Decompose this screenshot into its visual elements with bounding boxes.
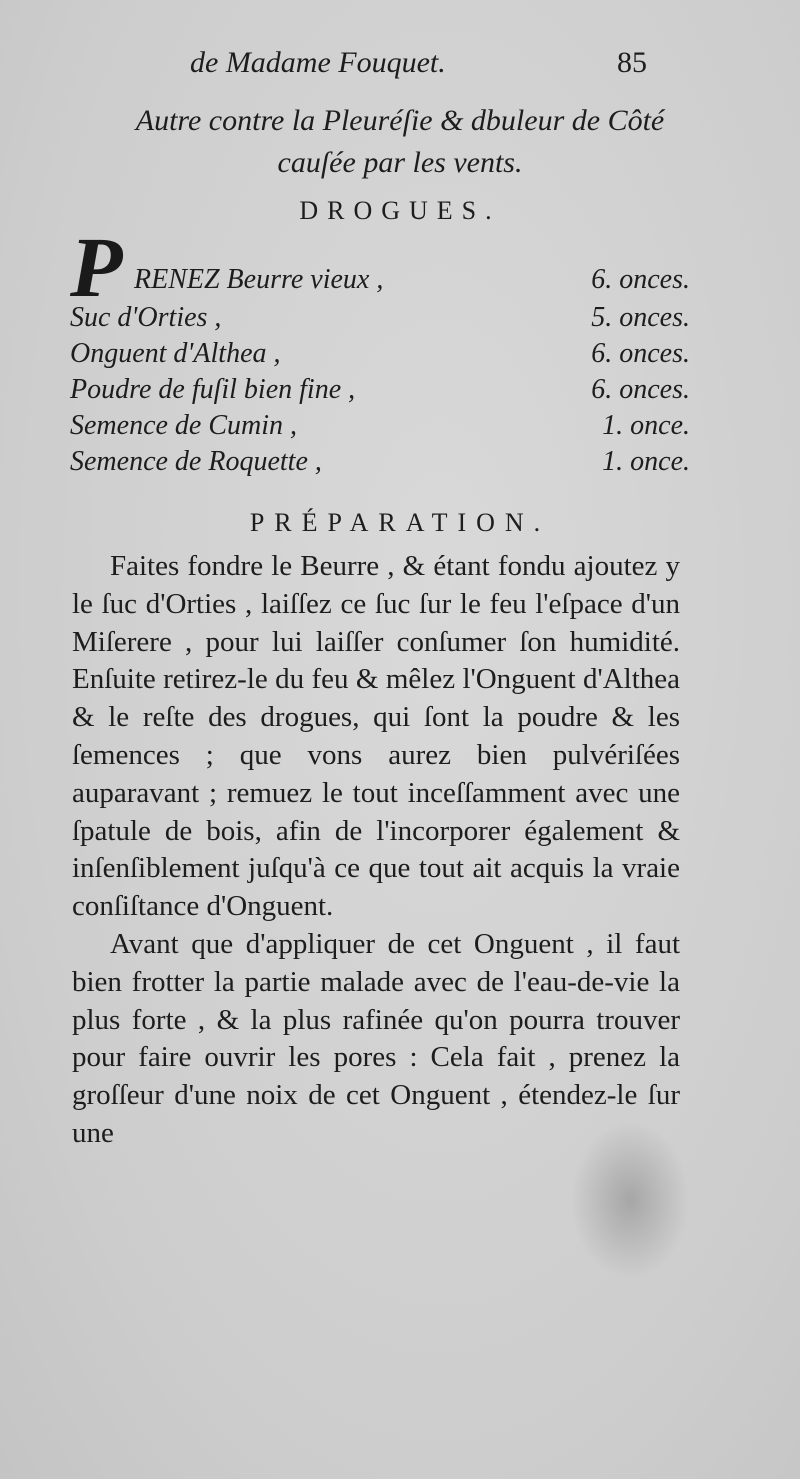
ingredient-name: Onguent d'Althea , <box>70 338 281 369</box>
paragraph-1: Faites fondre le Beurre , & étant fondu ajoutez y le ſuc d'Orties , laiſſez ce ſuc ſur le feu l'eſpace d'un Miſerere , pour lui laiſſer conſumer ſon humidité. Enſuite retirez-le du feu & mêlez l'Onguent d'Althea & le reſte des drogues, qui ſont la poudre & les ſemences ; que vons aurez bien pulvériſées auparavant ; remuez le tout inceſſamment avec une ſpatule de bois, afin de l'incorporer également & inſenſiblement juſqu'à ce que tout ait acquis la vraie conſiſtance d'Onguent. <box>72 550 680 923</box>
ingredient-name: Poudre de fuſil bien fine , <box>70 374 356 405</box>
ingredient-quantity: 1. once. <box>602 446 690 477</box>
ingredient-name: Semence de Roquette , <box>70 446 322 477</box>
ingredient-quantity: 1. once. <box>602 410 690 441</box>
recipe-heading-line-1: Autre contre la Pleuréſie & dbuleur de Côté <box>135 104 665 137</box>
ingredient-quantity: 6. onces. <box>591 338 690 369</box>
ingredient-row <box>70 338 690 374</box>
ingredient-name: Semence de Cumin , <box>70 410 298 441</box>
ingredient-quantity: 6. onces. <box>591 374 690 405</box>
running-head-title: de Madame Fouquet. <box>190 46 446 79</box>
ingredient-row <box>70 446 690 482</box>
drop-cap: P <box>70 219 123 315</box>
running-head <box>0 46 800 90</box>
recipe-heading-line-2: cauſée par les vents. <box>277 146 523 179</box>
preparation-text <box>72 548 680 1153</box>
ingredient-list <box>70 219 690 482</box>
ingredient-quantity: 5. onces. <box>591 302 690 333</box>
ingredient-row <box>70 410 690 446</box>
ingredient-quantity: 6. onces. <box>591 264 690 295</box>
section-title-drogues: DROGUES. <box>299 196 501 225</box>
recipe-heading <box>0 100 800 184</box>
ingredient-name: RENEZ Beurre vieux , <box>134 264 384 295</box>
ingredient-row <box>70 219 690 315</box>
section-title-preparation: PRÉPARATION. <box>249 508 551 537</box>
ingredient-row <box>70 302 690 338</box>
ingredient-name: Suc d'Orties , <box>70 302 222 333</box>
page-number: 85 <box>617 46 647 79</box>
paragraph-2: Avant que d'appliquer de cet Onguent , il faut bien frotter la partie malade avec de l'eau-de-vie la plus forte , & la plus rafinée qu'on pourra trouver pour faire ouvrir les pores : Cela fait , prenez la groſſeur d'une noix de cet Onguent , étendez-le ſur une <box>72 927 680 1149</box>
ingredient-row <box>70 374 690 410</box>
